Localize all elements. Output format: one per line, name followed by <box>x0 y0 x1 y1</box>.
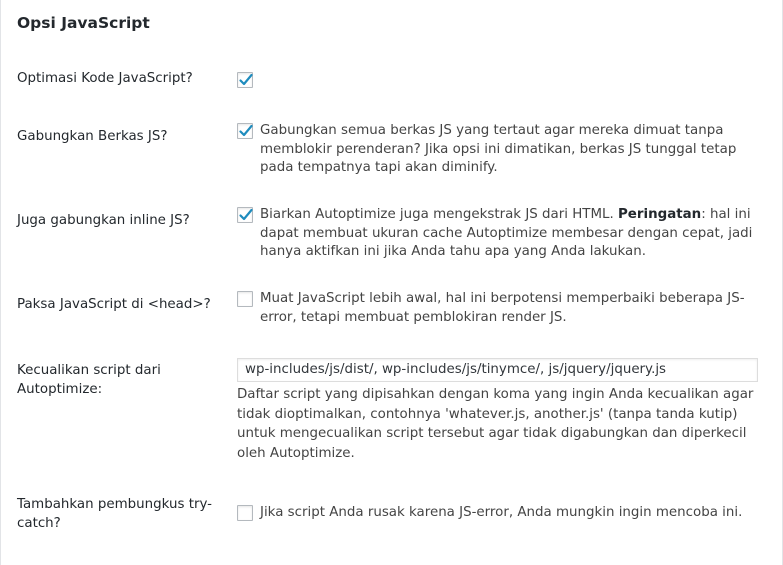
optimize-js-checkbox[interactable] <box>237 72 253 88</box>
aggregate-js-description: Gabungkan semua berkas JS yang tertaut agar mereka dimuat tanpa memblokir perenderan? Jika opsi ini dimatikan, berkas JS tunggal tetap pada tempatnya tapi akan diminify. <box>260 123 737 175</box>
force-head-description: Muat JavaScript lebih awal, hal ini berpotensi memperbaiki beberapa JS-error, tetapi membuat pemblokiran render JS. <box>260 291 745 325</box>
try-catch-checkbox[interactable] <box>237 505 253 521</box>
warning-label: Peringatan <box>617 207 702 222</box>
inline-js-description-text: Biarkan Autoptimize juga mengekstrak JS dari HTML. <box>260 207 618 222</box>
force-head-label: Paksa JavaScript di <head>? <box>17 297 211 312</box>
aggregate-js-checkbox[interactable] <box>237 123 253 139</box>
try-catch-description: Jika script Anda rusak karena JS-error, Anda mungkin ingin mencoba ini. <box>260 505 743 520</box>
exclude-scripts-description: Daftar script yang dipisahkan dengan koma yang ingin Anda kecualikan agar tidak dioptimalkan, contohnya 'whatever.js, another.js' (tanpa tanda kutip) untuk mengecualikan script tersebut agar tidak digabungkan dan diperkecil oleh Autoptimize. <box>237 387 754 461</box>
aggregate-js-label: Gabungkan Berkas JS? <box>17 129 168 144</box>
exclude-scripts-input[interactable]: wp-includes/js/dist/, wp-includes/js/tinymce/, js/jquery/jquery.js <box>237 358 758 382</box>
inline-js-label: Juga gabungkan inline JS? <box>17 213 190 228</box>
section-title: Opsi JavaScript <box>17 14 150 32</box>
inline-js-description-rest: : hal ini dapat membuat ukuran cache Autoptimize membesar dengan cepat, jadi hanya aktifkan ini jika Anda tahu apa yang Anda lakukan. <box>260 207 753 259</box>
checkmark-icon <box>237 206 255 224</box>
inline-js-checkbox[interactable] <box>237 207 253 223</box>
exclude-scripts-label: Kecualikan script dari Autoptimize: <box>17 363 161 397</box>
checkmark-icon <box>237 71 255 89</box>
optimize-js-label: Optimasi Kode JavaScript? <box>17 71 193 86</box>
inline-js-description <box>260 206 760 262</box>
try-catch-label: Tambahkan pembungkus try-catch? <box>17 497 212 531</box>
force-head-checkbox[interactable] <box>237 291 253 307</box>
checkmark-icon <box>237 122 255 140</box>
